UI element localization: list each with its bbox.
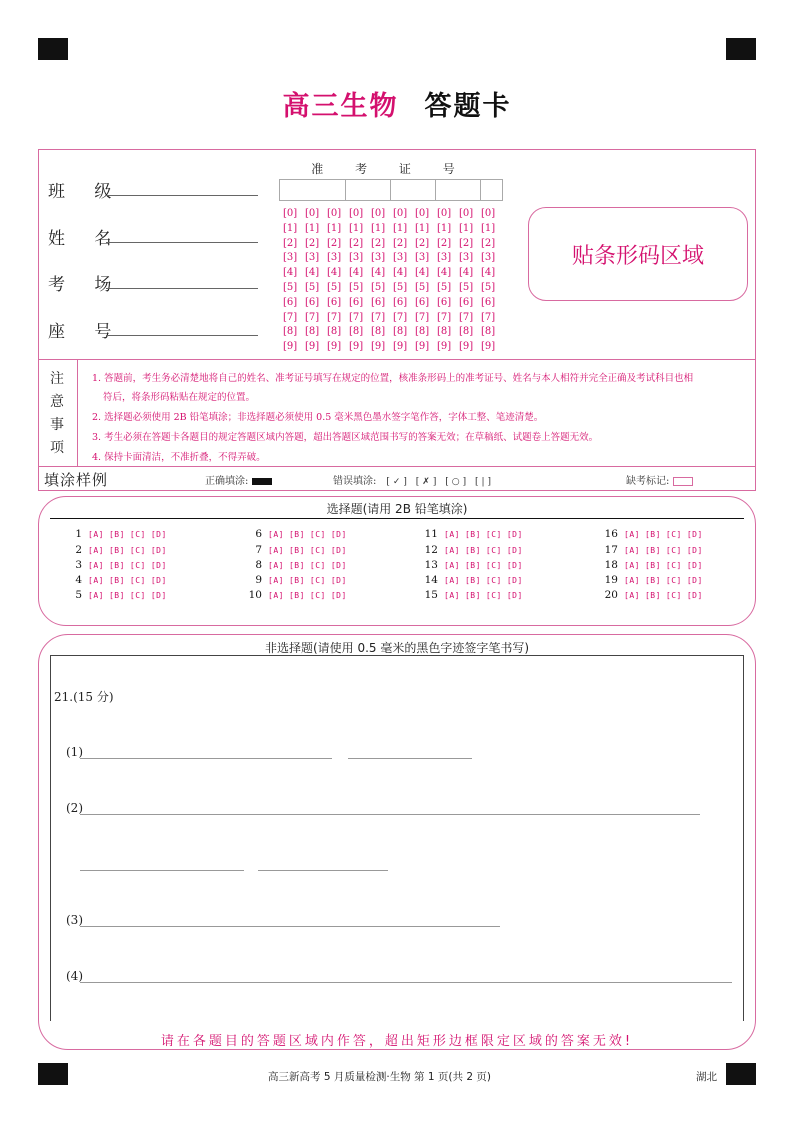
digit-bubble[interactable]: [9]	[459, 341, 474, 353]
mc-option-bubble[interactable]: [A]	[268, 576, 284, 585]
sample-wrong-label: 错误填涂:	[333, 476, 377, 487]
mc-option-bubble[interactable]: [A]	[268, 591, 284, 600]
mc-question-number: 7	[255, 544, 262, 556]
mc-option-bubble[interactable]: [A]	[88, 546, 104, 555]
digit-bubble[interactable]: [9]	[393, 341, 408, 353]
mc-question-number: 4	[75, 574, 82, 586]
sample-absent	[626, 472, 693, 487]
digit-bubble[interactable]: [4]	[371, 267, 386, 279]
mc-option-bubble[interactable]: [A]	[444, 561, 460, 570]
mc-question	[592, 574, 708, 586]
mc-option-bubble[interactable]: [B]	[108, 561, 125, 570]
exam-number-digit-row	[283, 266, 503, 281]
digit-bubble[interactable]: [8]	[349, 326, 364, 338]
field-seat-line[interactable]	[106, 335, 258, 336]
digit-bubble[interactable]: [5]	[283, 281, 298, 293]
mc-option-bubble[interactable]: [B]	[644, 561, 661, 570]
digit-bubble[interactable]: [3]	[283, 252, 298, 264]
digit-bubble[interactable]: [2]	[283, 237, 298, 249]
mc-option-bubble[interactable]: [B]	[464, 530, 481, 539]
mc-option-bubble[interactable]: [B]	[644, 591, 661, 600]
mc-option-bubble[interactable]: [A]	[88, 530, 104, 539]
mc-option-bubble[interactable]: [C]	[665, 561, 682, 570]
mc-option-bubble[interactable]: [D]	[150, 530, 167, 539]
digit-bubble[interactable]: [3]	[349, 252, 364, 264]
digit-bubble[interactable]: [0]	[393, 208, 408, 219]
mc-option-bubble[interactable]: [C]	[309, 546, 326, 555]
digit-bubble[interactable]: [9]	[371, 341, 386, 353]
digit-bubble[interactable]: [4]	[437, 267, 452, 279]
question-21-label: 21.(15 分)	[54, 690, 114, 704]
mc-option-bubble[interactable]: [D]	[506, 561, 523, 570]
digit-bubble[interactable]: [9]	[415, 341, 430, 353]
digit-bubble[interactable]: [3]	[415, 252, 430, 264]
mc-option-bubble[interactable]: [A]	[444, 530, 460, 539]
exam-number-digit-row	[283, 325, 503, 340]
digit-bubble[interactable]: [5]	[415, 281, 430, 293]
field-room-line[interactable]	[106, 288, 258, 289]
digit-bubble[interactable]: [0]	[437, 208, 452, 219]
absent-checkbox[interactable]	[673, 477, 693, 486]
digit-bubble[interactable]: [3]	[437, 252, 452, 264]
mc-question-number: 6	[255, 528, 262, 540]
filled-bubble-example	[252, 478, 272, 485]
mc-option-bubble[interactable]: [A]	[88, 576, 104, 585]
digit-bubble[interactable]: [7]	[481, 311, 496, 323]
digit-bubble[interactable]: [3]	[305, 252, 320, 264]
mc-option-bubble[interactable]: [C]	[485, 576, 502, 585]
digit-bubble[interactable]: [5]	[349, 281, 364, 293]
exam-number-cell[interactable]	[480, 179, 503, 201]
digit-bubble[interactable]: [8]	[283, 326, 298, 338]
mc-option-bubble[interactable]: [D]	[506, 546, 523, 555]
mc-question-number: 20	[604, 589, 618, 601]
exam-number-title: 准 考 证 号	[311, 162, 469, 176]
mc-option-bubble[interactable]: [D]	[686, 546, 703, 555]
mc-option-bubble[interactable]: [C]	[485, 530, 502, 539]
mc-question-number: 3	[75, 559, 82, 571]
mc-option-bubble[interactable]: [C]	[665, 530, 682, 539]
mc-option-bubble[interactable]: [C]	[129, 591, 146, 600]
digit-bubble[interactable]: [6]	[437, 296, 452, 308]
mc-option-bubble[interactable]: [A]	[88, 561, 104, 570]
page-title	[0, 84, 794, 123]
registration-mark-bottom-right	[726, 1063, 756, 1085]
digit-bubble[interactable]: [2]	[305, 237, 320, 249]
digit-bubble[interactable]: [6]	[349, 296, 364, 308]
exam-number-cell[interactable]	[435, 179, 481, 201]
digit-bubble[interactable]: [3]	[371, 252, 386, 264]
note-3: 3. 考生必须在答题卡各题目的规定答题区域内答题，超出答题区域范围书写的答案无效；在草稿纸、试题卷上答题无效。	[92, 432, 599, 443]
digit-bubble[interactable]: [1]	[437, 222, 452, 234]
digit-bubble[interactable]: [9]	[437, 341, 452, 353]
mc-option-bubble[interactable]: [D]	[506, 591, 523, 600]
exam-number-digit-row	[283, 222, 503, 237]
registration-mark-top-left	[38, 38, 68, 60]
digit-bubble[interactable]: [9]	[349, 341, 364, 353]
mc-question-number: 18	[604, 559, 618, 571]
part-4-label: (4)	[66, 969, 83, 983]
mc-question	[236, 528, 352, 540]
part-3-label: (3)	[66, 913, 83, 927]
digit-bubble[interactable]: [8]	[327, 326, 342, 338]
mc-question	[56, 589, 172, 601]
mc-question	[236, 544, 352, 556]
digit-bubble[interactable]: [5]	[393, 281, 408, 293]
mc-option-bubble[interactable]: [D]	[330, 530, 347, 539]
exam-number-cell[interactable]	[345, 179, 391, 201]
digit-bubble[interactable]: [4]	[481, 267, 496, 279]
part-2-label: (2)	[66, 801, 83, 815]
digit-bubble[interactable]: [0]	[481, 208, 496, 219]
digit-bubble[interactable]: [6]	[327, 296, 342, 308]
mc-question	[412, 589, 528, 601]
notes-label-char: 事	[50, 417, 64, 433]
registration-mark-top-right	[726, 38, 756, 60]
digit-bubble[interactable]: [2]	[459, 237, 474, 249]
digit-bubble[interactable]: [4]	[327, 267, 342, 279]
mc-question	[592, 544, 708, 556]
mc-option-bubble[interactable]: [A]	[268, 561, 284, 570]
mc-question-number: 1	[75, 528, 82, 540]
field-class: 班 级	[48, 182, 124, 202]
digit-bubble[interactable]: [1]	[371, 222, 386, 234]
mc-question	[56, 559, 172, 571]
exam-number-digit-row	[283, 237, 503, 252]
mc-option-bubble[interactable]: [B]	[108, 546, 125, 555]
field-seat: 座 号	[48, 322, 124, 342]
field-room: 考 场	[48, 275, 124, 295]
mc-option-bubble[interactable]: [B]	[644, 530, 661, 539]
mc-option-bubble[interactable]: [A]	[624, 561, 640, 570]
field-class-line[interactable]	[106, 195, 258, 196]
digit-bubble[interactable]: [8]	[415, 326, 430, 338]
barcode-area: 贴条形码区域	[528, 207, 748, 301]
digit-bubble[interactable]: [3]	[393, 252, 408, 264]
digit-bubble[interactable]: [9]	[283, 341, 298, 353]
subject-title: 高三生物	[282, 91, 399, 122]
digit-bubble[interactable]: [7]	[327, 311, 342, 323]
answer-line[interactable]	[80, 814, 700, 815]
digit-bubble[interactable]: [1]	[327, 222, 342, 234]
mc-option-bubble[interactable]: [A]	[444, 576, 460, 585]
footer-region: 湖北	[696, 1071, 717, 1083]
digit-bubble[interactable]: [1]	[283, 222, 298, 234]
mc-option-bubble[interactable]: [A]	[444, 591, 460, 600]
digit-bubble[interactable]: [7]	[415, 311, 430, 323]
digit-bubble[interactable]: [2]	[481, 237, 496, 249]
digit-bubble[interactable]: [1]	[393, 222, 408, 234]
digit-bubble[interactable]: [8]	[437, 326, 452, 338]
exam-number-digit-row	[283, 340, 503, 355]
exam-number-cell[interactable]	[279, 179, 346, 201]
notes-label-char: 注	[50, 371, 64, 387]
mc-option-bubble[interactable]: [B]	[288, 530, 305, 539]
digit-bubble[interactable]: [9]	[481, 341, 496, 353]
digit-bubble[interactable]: [6]	[481, 296, 496, 308]
mc-option-bubble[interactable]: [C]	[129, 546, 146, 555]
notes-label	[50, 368, 72, 460]
answer-line[interactable]	[80, 982, 732, 983]
digit-bubble[interactable]: [0]	[459, 208, 474, 219]
digit-bubble[interactable]: [0]	[349, 208, 364, 219]
digit-bubble[interactable]: [1]	[481, 222, 496, 234]
digit-bubble[interactable]: [8]	[459, 326, 474, 338]
mc-question-number: 16	[604, 528, 618, 540]
note-4: 4. 保持卡面清洁，不准折叠，不得弄破。	[92, 452, 266, 463]
mc-question-number: 12	[424, 544, 438, 556]
mc-question	[236, 589, 352, 601]
digit-bubble[interactable]: [6]	[393, 296, 408, 308]
digit-bubble[interactable]: [4]	[283, 267, 298, 279]
mc-question	[412, 544, 528, 556]
card-title: 答题卡	[424, 91, 512, 122]
mc-option-bubble[interactable]: [C]	[665, 576, 682, 585]
mc-question-number: 19	[604, 574, 618, 586]
mc-option-bubble[interactable]: [C]	[309, 591, 326, 600]
digit-bubble[interactable]: [1]	[459, 222, 474, 234]
digit-bubble[interactable]: [5]	[437, 281, 452, 293]
sample-correct	[205, 472, 272, 487]
mc-option-bubble[interactable]: [D]	[330, 576, 347, 585]
answer-line[interactable]	[80, 758, 332, 759]
mc-option-bubble[interactable]: [B]	[108, 591, 125, 600]
digit-bubble[interactable]: [4]	[415, 267, 430, 279]
mc-option-bubble[interactable]: [B]	[644, 546, 661, 555]
digit-bubble[interactable]: [0]	[283, 208, 298, 219]
mc-question-number: 9	[255, 574, 262, 586]
mc-option-bubble[interactable]: [B]	[464, 546, 481, 555]
digit-bubble[interactable]: [4]	[305, 267, 320, 279]
digit-bubble[interactable]: [8]	[481, 326, 496, 338]
field-name: 姓 名	[48, 229, 124, 249]
digit-bubble[interactable]: [2]	[327, 237, 342, 249]
digit-bubble[interactable]: [4]	[393, 267, 408, 279]
mc-question	[56, 544, 172, 556]
digit-bubble[interactable]: [9]	[305, 341, 320, 353]
mc-question	[56, 574, 172, 586]
mc-option-bubble[interactable]: [B]	[288, 591, 305, 600]
mc-option-bubble[interactable]: [A]	[624, 530, 640, 539]
mc-question-number: 11	[424, 528, 438, 540]
digit-bubble[interactable]: [7]	[371, 311, 386, 323]
mc-option-bubble[interactable]: [B]	[288, 561, 305, 570]
mc-option-bubble[interactable]: [D]	[686, 591, 703, 600]
mc-option-bubble[interactable]: [D]	[686, 530, 703, 539]
mc-question-number: 2	[75, 544, 82, 556]
registration-mark-bottom-left	[38, 1063, 68, 1085]
digit-bubble[interactable]: [7]	[283, 311, 298, 323]
digit-bubble[interactable]: [6]	[283, 296, 298, 308]
digit-bubble[interactable]: [2]	[371, 237, 386, 249]
mc-question	[412, 574, 528, 586]
mc-option-bubble[interactable]: [B]	[288, 576, 305, 585]
mc-option-bubble[interactable]: [A]	[444, 546, 460, 555]
mc-option-bubble[interactable]: [A]	[268, 546, 284, 555]
mc-option-bubble[interactable]: [A]	[624, 546, 640, 555]
mc-option-bubble[interactable]: [D]	[330, 561, 347, 570]
digit-bubble[interactable]: [2]	[349, 237, 364, 249]
mc-option-bubble[interactable]: [B]	[464, 576, 481, 585]
digit-bubble[interactable]: [8]	[305, 326, 320, 338]
answer-line[interactable]	[80, 926, 500, 927]
mc-option-bubble[interactable]: [D]	[150, 591, 167, 600]
digit-bubble[interactable]: [7]	[459, 311, 474, 323]
mc-option-bubble[interactable]: [A]	[268, 530, 284, 539]
mc-option-bubble[interactable]: [B]	[644, 576, 661, 585]
digit-bubble[interactable]: [8]	[371, 326, 386, 338]
part-1-label: (1)	[66, 745, 83, 759]
mc-option-bubble[interactable]: [C]	[309, 561, 326, 570]
exam-number-digit-row	[283, 296, 503, 311]
digit-bubble[interactable]: [3]	[459, 252, 474, 264]
notes-label-char: 项	[50, 440, 64, 456]
mc-option-bubble[interactable]: [D]	[150, 546, 167, 555]
mc-question-number: 10	[248, 589, 262, 601]
digit-bubble[interactable]: [0]	[305, 208, 320, 219]
digit-bubble[interactable]: [0]	[415, 208, 430, 219]
wrong-marks-example: [✓] [✗] [○] [|]	[386, 477, 495, 487]
digit-bubble[interactable]: [1]	[305, 222, 320, 234]
mc-option-bubble[interactable]: [C]	[485, 546, 502, 555]
mc-divider	[50, 518, 744, 519]
notes-label-char: 意	[50, 394, 64, 410]
free-response-title: 非选择题(请使用 0.5 毫米的黑色字迹签字笔书写)	[264, 641, 530, 655]
digit-bubble[interactable]: [5]	[305, 281, 320, 293]
mc-question	[592, 589, 708, 601]
multiple-choice-title: 选择题(请用 2B 铅笔填涂)	[326, 502, 468, 516]
mc-question	[236, 559, 352, 571]
mc-option-bubble[interactable]: [D]	[330, 591, 347, 600]
digit-bubble[interactable]: [0]	[371, 208, 386, 219]
digit-bubble[interactable]: [5]	[481, 281, 496, 293]
mc-option-bubble[interactable]: [C]	[309, 576, 326, 585]
digit-bubble[interactable]: [6]	[459, 296, 474, 308]
digit-bubble[interactable]: [6]	[371, 296, 386, 308]
digit-bubble[interactable]: [3]	[481, 252, 496, 264]
mc-option-bubble[interactable]: [C]	[485, 591, 502, 600]
exam-number-digit-row	[283, 281, 503, 296]
answer-area[interactable]	[50, 655, 744, 1021]
notes-divider	[38, 466, 756, 467]
digit-bubble[interactable]: [8]	[393, 326, 408, 338]
mc-option-bubble[interactable]: [D]	[686, 561, 703, 570]
mc-option-bubble[interactable]: [D]	[150, 576, 167, 585]
mc-option-bubble[interactable]: [B]	[464, 591, 481, 600]
mc-option-bubble[interactable]: [C]	[309, 530, 326, 539]
mc-option-bubble[interactable]: [A]	[88, 591, 104, 600]
digit-bubble[interactable]: [6]	[305, 296, 320, 308]
digit-bubble[interactable]: [1]	[415, 222, 430, 234]
digit-bubble[interactable]: [0]	[327, 208, 342, 219]
mc-option-bubble[interactable]: [D]	[506, 576, 523, 585]
mc-option-bubble[interactable]: [A]	[624, 576, 640, 585]
digit-bubble[interactable]: [2]	[437, 237, 452, 249]
mc-question-number: 15	[424, 589, 438, 601]
sample-correct-label: 正确填涂:	[205, 476, 249, 487]
sample-label: 填涂样例	[44, 471, 109, 489]
mc-option-bubble[interactable]: [C]	[485, 561, 502, 570]
mc-question-number: 8	[255, 559, 262, 571]
exam-number-digit-row	[283, 251, 503, 266]
mc-question	[592, 559, 708, 571]
mc-question-number: 17	[604, 544, 618, 556]
mc-option-bubble[interactable]: [C]	[665, 546, 682, 555]
mc-option-bubble[interactable]: [B]	[108, 530, 125, 539]
digit-bubble[interactable]: [7]	[305, 311, 320, 323]
digit-bubble[interactable]: [2]	[415, 237, 430, 249]
digit-bubble[interactable]: [3]	[327, 252, 342, 264]
digit-bubble[interactable]: [7]	[349, 311, 364, 323]
sample-wrong	[333, 472, 494, 487]
exam-number-cell[interactable]	[390, 179, 436, 201]
mc-option-bubble[interactable]: [C]	[665, 591, 682, 600]
field-name-line[interactable]	[106, 242, 258, 243]
notes-label-divider	[77, 359, 78, 466]
exam-number-digit-row	[283, 207, 503, 222]
mc-question	[56, 528, 172, 540]
absent-label: 缺考标记:	[626, 476, 670, 487]
answer-line[interactable]	[348, 758, 472, 759]
note-1-cont: 符后，将条形码粘贴在规定的位置。	[103, 392, 256, 403]
exam-number-digit-row	[283, 311, 503, 326]
mc-option-bubble[interactable]: [D]	[150, 561, 167, 570]
digit-bubble[interactable]: [5]	[459, 281, 474, 293]
mc-question-number: 5	[75, 589, 82, 601]
digit-bubble[interactable]: [9]	[327, 341, 342, 353]
mc-question	[236, 574, 352, 586]
digit-bubble[interactable]: [7]	[393, 311, 408, 323]
answer-line[interactable]	[258, 870, 388, 871]
note-1: 1. 答题前，考生务必清楚地将自己的姓名、准考证号填写在规定的位置，核准条形码上的准考证号、姓名与本人相符并完全正确及考试科目也相	[92, 373, 694, 384]
digit-bubble[interactable]: [5]	[371, 281, 386, 293]
exam-number-bubbles[interactable]	[283, 207, 503, 355]
mc-question-number: 13	[424, 559, 438, 571]
digit-bubble[interactable]: [1]	[349, 222, 364, 234]
mc-option-bubble[interactable]: [B]	[464, 561, 481, 570]
answer-area-warning: 请在各题目的答题区域内作答，超出矩形边框限定区域的答案无效!	[160, 1034, 634, 1049]
digit-bubble[interactable]: [5]	[327, 281, 342, 293]
digit-bubble[interactable]: [2]	[393, 237, 408, 249]
mc-option-bubble[interactable]: [B]	[288, 546, 305, 555]
mc-option-bubble[interactable]: [C]	[129, 561, 146, 570]
digit-bubble[interactable]: [4]	[349, 267, 364, 279]
mc-question-number: 14	[424, 574, 438, 586]
mc-option-bubble[interactable]: [A]	[624, 591, 640, 600]
answer-line[interactable]	[80, 870, 244, 871]
mc-option-bubble[interactable]: [D]	[506, 530, 523, 539]
footer-page-info: 高三新高考 5 月质量检测·生物 第 1 页(共 2 页)	[268, 1071, 491, 1083]
mc-option-bubble[interactable]: [C]	[129, 530, 146, 539]
mc-question	[592, 528, 708, 540]
info-divider	[38, 359, 756, 360]
digit-bubble[interactable]: [7]	[437, 311, 452, 323]
digit-bubble[interactable]: [6]	[415, 296, 430, 308]
mc-question	[412, 528, 528, 540]
mc-option-bubble[interactable]: [D]	[686, 576, 703, 585]
mc-option-bubble[interactable]: [C]	[129, 576, 146, 585]
note-2: 2. 选择题必须使用 2B 铅笔填涂；非选择题必须使用 0.5 毫米黑色墨水签字笔作答，字体工整、笔迹清楚。	[92, 412, 544, 423]
digit-bubble[interactable]: [4]	[459, 267, 474, 279]
mc-question	[412, 559, 528, 571]
mc-option-bubble[interactable]: [B]	[108, 576, 125, 585]
mc-option-bubble[interactable]: [D]	[330, 546, 347, 555]
